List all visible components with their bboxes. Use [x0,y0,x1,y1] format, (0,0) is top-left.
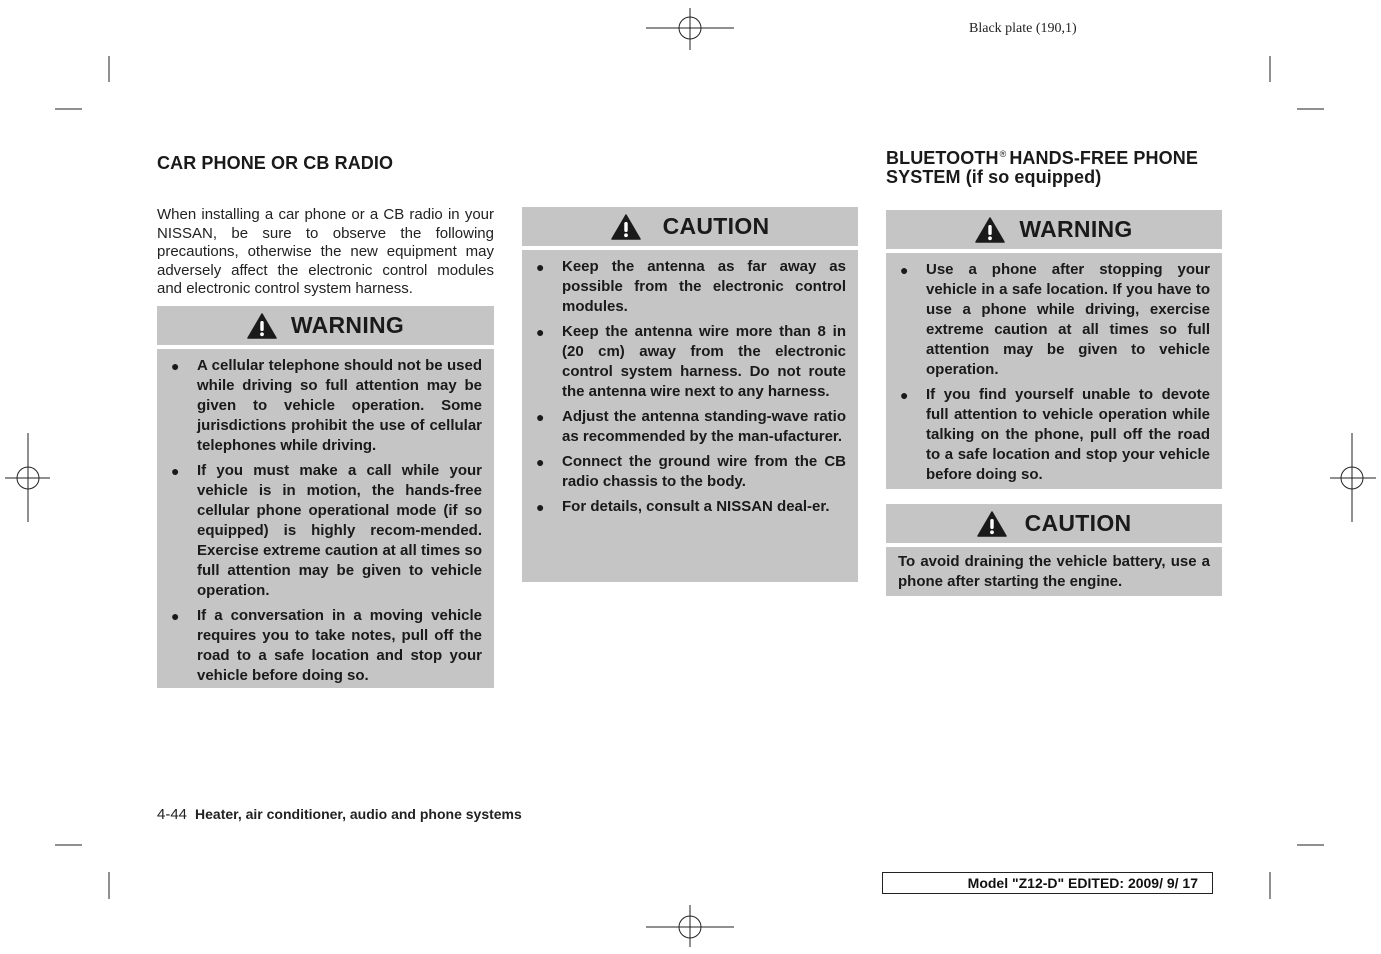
caution-box-right [886,504,1222,596]
section-title: Heater, air conditioner, audio and phone systems [195,806,522,822]
section-heading-bluetooth: BLUETOOTH® HANDS-FREE PHONE SYSTEM (if so equipped) [886,148,1198,187]
plate-label: Black plate (190,1) [969,21,1077,36]
list-item: ● If you find yourself unable to devote full attention to vehicle operation while talking on the phone, pull off the road to a safe location and stop your vehicle before doing so. [900,386,1210,483]
caution-text: To avoid draining the vehicle battery, use a phone after starting the engine. [898,553,1210,590]
warning-triangle-icon [977,511,1007,537]
list-item: ● If you must make a call while your vehicle is in motion, the hands-free cellular phone operational mode (if so equipped) is highly recom-mended. Exercise extreme caution at all times so full attention may be given to vehicle operation. [171,462,482,599]
list-item: ● For details, consult a NISSAN deal-er. [536,498,830,515]
warning-label: WARNING [290,312,405,338]
model-edition-box: Model "Z12-D" EDITED: 2009/ 9/ 17 [882,872,1213,894]
warning-header [157,306,494,345]
section-heading-car-phone: CAR PHONE OR CB RADIO [157,153,394,173]
list-item: ● If a conversation in a moving vehicle requires you to take notes, pull off the road to a safe location and stop your vehicle before doing so. [171,607,482,684]
warning-triangle-icon [611,214,641,240]
bullet-icon: ● [171,608,180,624]
intro-paragraph: When installing a car phone or a CB radio in your NISSAN, be sure to observe the following precautions, otherwise the new equipment may adversely affect the electronic control modules and electronic control system harness. [157,206,494,297]
caution-label: CAUTION [1024,510,1132,536]
warning-box-right [886,210,1222,489]
warning-triangle-icon [975,217,1005,243]
list-item: ● Keep the antenna as far away as possible from the electronic control modules. [536,258,846,315]
caution-body [522,250,858,582]
bullet-icon: ● [536,454,545,470]
bullet-icon: ● [536,409,545,425]
list-item: ● Keep the antenna wire more than 8 in (20 cm) away from the electronic control system harness. Do not route the antenna wire next to any harness. [536,323,846,400]
bullet-icon: ● [536,324,545,340]
bullet-icon: ● [536,499,545,515]
warning-label: WARNING [1019,216,1133,242]
bullet-icon: ● [171,358,180,374]
caution-body [886,547,1222,596]
warning-header [886,210,1222,249]
warning-body [886,253,1222,489]
bullet-icon: ● [171,463,180,479]
warning-triangle-icon [247,313,277,339]
bullet-icon: ● [900,262,909,278]
bullet-icon: ● [536,259,545,275]
bullet-icon: ● [900,387,909,403]
warning-body [157,349,494,688]
page-number: 4-44 [157,806,188,823]
warning-box-left [157,306,494,688]
registered-mark: ® [999,149,1007,159]
caution-header [522,207,858,246]
list-item: ● Use a phone after stopping your vehicle in a safe location. If you have to use a phone while driving, exercise extreme caution at all times so full attention may be given to vehicle operation. [900,261,1210,378]
page-footer [157,806,522,824]
list-item: ● Connect the ground wire from the CB radio chassis to the body. [536,453,846,490]
list-item: ● A cellular telephone should not be used while driving so full attention may be given to vehicle operation. Some jurisdictions prohibit the use of cellular telephones while driving. [171,357,482,454]
caution-header [886,504,1222,543]
list-item: ● Adjust the antenna standing-wave ratio as recommended by the man-ufacturer. [536,408,846,445]
caution-box-middle [522,207,858,582]
caution-label: CAUTION [662,213,770,239]
